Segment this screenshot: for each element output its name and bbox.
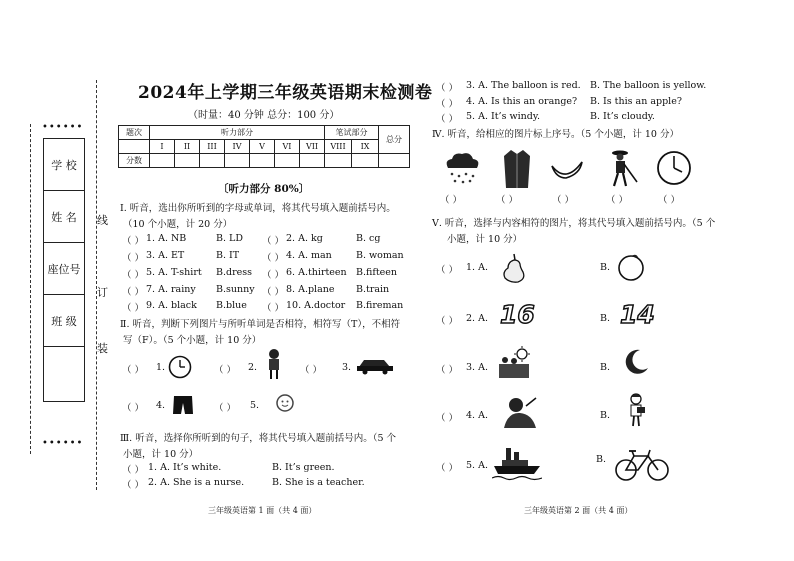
field-label: 班 级 xyxy=(51,314,77,328)
numeral: III xyxy=(200,140,225,154)
answer-bracket[interactable]: （ ） xyxy=(122,287,145,298)
answer-bracket[interactable]: （ ） xyxy=(440,195,463,206)
score-cell[interactable] xyxy=(250,154,275,168)
sun-icon xyxy=(272,390,298,416)
numeral: VII xyxy=(300,140,325,154)
farmer-icon xyxy=(604,148,640,190)
s1-option-a: 1. A. NB xyxy=(146,233,187,244)
answer-bracket[interactable]: （ ） xyxy=(122,236,145,247)
score-cell[interactable] xyxy=(300,154,325,168)
s2-item-4: 4. xyxy=(156,400,166,411)
listening-header: 〔听力部分 80%〕 xyxy=(218,183,310,195)
name-field xyxy=(44,191,84,243)
s5-item-2a: 2. A. xyxy=(466,313,488,324)
s5-item-4b: B. xyxy=(600,410,611,421)
answer-bracket[interactable]: （ ） xyxy=(436,265,459,276)
s1-option-a: 3. A. ET xyxy=(146,250,185,261)
s1-option-a: 8. A.plane xyxy=(286,284,335,295)
answer-bracket[interactable]: （ ） xyxy=(122,403,145,414)
section1-title: Ⅰ. 听音，选出你所听到的字母或单词，将其代号填入题前括号内。 xyxy=(120,203,396,214)
s5-item-4a: 4. A. xyxy=(466,410,488,421)
footer-right: 三年级英语第 2 面（共 4 面） xyxy=(524,506,633,515)
s3-item-4a: 4. A. Is this an orange? xyxy=(466,96,578,107)
s3-item-3b: B. The balloon is yellow. xyxy=(590,80,707,91)
numeral: I xyxy=(150,140,175,154)
number-14-graphic: 14 xyxy=(620,300,655,329)
numeral: VIII xyxy=(325,140,352,154)
school-field xyxy=(44,139,84,191)
answer-bracket[interactable]: （ ） xyxy=(122,270,145,281)
s2-item-2: 2. xyxy=(248,362,258,373)
seat-field xyxy=(44,243,84,295)
s1-option-b: B. cg xyxy=(356,233,381,244)
s2-item-3: 3. xyxy=(342,362,352,373)
numeral: VI xyxy=(275,140,300,154)
answer-bracket[interactable]: （ ） xyxy=(122,303,145,314)
s1-option-a: 6. A.thirteen xyxy=(286,267,347,278)
banana-icon xyxy=(550,158,584,184)
s1-option-b: B.sunny xyxy=(216,284,255,295)
score-cell[interactable] xyxy=(379,154,410,168)
page-title: 2024年上学期三年级英语期末检测卷 xyxy=(138,83,433,103)
answer-bracket[interactable]: （ ） xyxy=(122,253,145,264)
score-cell[interactable] xyxy=(325,154,352,168)
coat-icon xyxy=(502,148,532,190)
section5-title: Ⅴ. 听音，选择与内容相符的图片，将其代号填入题前括号内。（5 个 xyxy=(432,218,716,229)
answer-bracket[interactable]: （ ） xyxy=(122,365,145,376)
score-cell[interactable] xyxy=(175,154,200,168)
s1-option-a: 10. A.doctor xyxy=(286,300,346,311)
score-cell[interactable] xyxy=(275,154,300,168)
s1-option-a: 2. A. kg xyxy=(286,233,323,244)
clock-icon xyxy=(168,355,192,379)
exam-info: （时量：40 分钟 总分：100 分） xyxy=(188,110,340,121)
answer-bracket[interactable]: （ ） xyxy=(658,195,681,206)
numeral: IX xyxy=(352,140,379,154)
student-info-box xyxy=(43,138,85,402)
s5-item-3b: B. xyxy=(600,362,611,373)
s1-option-b: B.fireman xyxy=(356,300,404,311)
numeral: II xyxy=(175,140,200,154)
answer-bracket[interactable]: （ ） xyxy=(262,287,285,298)
s3-item-5a: 5. A. It’s windy. xyxy=(466,111,540,122)
answer-bracket[interactable]: （ ） xyxy=(122,480,145,491)
answer-bracket[interactable]: （ ） xyxy=(262,270,285,281)
score-cell[interactable] xyxy=(225,154,250,168)
orange-icon xyxy=(616,252,646,282)
s5-item-5b: B. xyxy=(596,454,607,465)
answer-bracket[interactable]: （ ） xyxy=(436,99,459,110)
s1-option-b: B.blue xyxy=(216,300,247,311)
answer-bracket[interactable]: （ ） xyxy=(496,195,519,206)
section3-title: Ⅲ. 听音，选择你所听到的句子，将其代号填入题前括号内。（5 个 xyxy=(120,433,397,444)
taxi-icon xyxy=(356,355,394,375)
answer-bracket[interactable]: （ ） xyxy=(436,316,459,327)
section2-subtitle: 写（F）。（5 个小题，计 10 分） xyxy=(123,335,262,346)
s1-option-a: 9. A. black xyxy=(146,300,197,311)
answer-bracket[interactable]: （ ） xyxy=(436,413,459,424)
score-header: 题次 xyxy=(119,126,150,140)
s3-item-4b: B. Is this an apple? xyxy=(590,96,682,107)
footer-left: 三年级英语第 1 面（共 4 面） xyxy=(208,506,317,515)
class-field xyxy=(44,295,84,347)
girl-icon xyxy=(264,348,284,380)
field-label: 座位号 xyxy=(47,262,81,276)
answer-bracket[interactable]: （ ） xyxy=(436,114,459,125)
score-header: 笔试部分 xyxy=(325,126,379,140)
student-writing-icon xyxy=(500,396,540,430)
answer-bracket[interactable]: （ ） xyxy=(552,195,575,206)
pear-icon xyxy=(500,252,528,284)
answer-bracket[interactable]: （ ） xyxy=(436,463,459,474)
s1-option-b: B.dress xyxy=(216,267,252,278)
score-header: 听力部分 xyxy=(150,126,325,140)
score-cell[interactable] xyxy=(200,154,225,168)
binding-mark-ding: 订 xyxy=(97,286,108,299)
answer-bracket[interactable]: （ ） xyxy=(214,365,237,376)
answer-bracket[interactable]: （ ） xyxy=(606,195,629,206)
score-cell[interactable] xyxy=(150,154,175,168)
answer-bracket[interactable]: （ ） xyxy=(262,253,285,264)
section3-subtitle: 小题，计 10 分） xyxy=(123,449,199,460)
section5-subtitle: 小题，计 10 分） xyxy=(447,234,523,245)
answer-bracket[interactable]: （ ） xyxy=(300,365,323,376)
binding-mark-line: 线 xyxy=(97,214,108,227)
s3-item-5b: B. It’s cloudy. xyxy=(590,111,655,122)
blank-field xyxy=(44,347,84,403)
field-label: 姓 名 xyxy=(51,210,77,224)
s5-item-1a: 1. A. xyxy=(466,262,488,273)
moon-icon xyxy=(622,348,650,376)
numeral: V xyxy=(250,140,275,154)
answer-bracket[interactable]: （ ） xyxy=(262,236,285,247)
clock-icon xyxy=(656,150,692,186)
score-cell[interactable] xyxy=(352,154,379,168)
score-label: 分数 xyxy=(119,154,150,168)
binding-mark-zhuang: 装 xyxy=(97,342,108,355)
s3-item-1b: B. It’s green. xyxy=(272,462,335,473)
answer-bracket[interactable]: （ ） xyxy=(262,303,285,314)
s1-option-a: 5. A. T-shirt xyxy=(146,267,202,278)
s1-option-b: B. woman xyxy=(356,250,404,261)
answer-bracket[interactable]: （ ） xyxy=(436,83,459,94)
score-table xyxy=(118,125,410,168)
section1-subtitle: （10 个小题，计 20 分） xyxy=(123,219,233,230)
rain-cloud-icon xyxy=(442,150,482,186)
field-label: 学 校 xyxy=(51,158,77,172)
s1-option-b: B.fifteen xyxy=(356,267,398,278)
answer-bracket[interactable]: （ ） xyxy=(122,465,145,476)
s3-item-2a: 2. A. She is a nurse. xyxy=(148,477,245,488)
s1-option-b: B.train xyxy=(356,284,390,295)
girl-reading-icon xyxy=(626,392,648,428)
s1-option-b: B. LD xyxy=(216,233,243,244)
s3-item-1a: 1. A. It’s white. xyxy=(148,462,222,473)
s1-option-a: 7. A. rainy xyxy=(146,284,196,295)
binding-dotted-line xyxy=(30,124,31,454)
answer-bracket[interactable]: （ ） xyxy=(214,403,237,414)
sunny-scene-icon xyxy=(496,346,532,380)
s5-item-5a: 5. A. xyxy=(466,460,488,471)
score-header: 总分 xyxy=(379,126,410,154)
shorts-icon xyxy=(172,394,194,416)
numeral: IV xyxy=(225,140,250,154)
binding-dot-row: •••••• xyxy=(42,438,84,449)
section2-title: Ⅱ. 听音，判断下列图片与所听单词是否相符，相符写（T），不相符 xyxy=(120,319,401,330)
s5-item-2b: B. xyxy=(600,313,611,324)
binding-dot-row: •••••• xyxy=(42,122,84,133)
s1-option-a: 4. A. man xyxy=(286,250,332,261)
answer-bracket[interactable]: （ ） xyxy=(436,365,459,376)
s5-item-1b: B. xyxy=(600,262,611,273)
s2-item-5: 5. xyxy=(250,400,260,411)
s3-item-3a: 3. A. The balloon is red. xyxy=(466,80,581,91)
bicycle-icon xyxy=(614,446,670,482)
section4-title: Ⅳ. 听音，给相应的图片标上序号。（5 个小题，计 10 分） xyxy=(432,129,679,140)
s2-item-1: 1. xyxy=(156,362,166,373)
ship-icon xyxy=(492,442,542,482)
s3-item-2b: B. She is a teacher. xyxy=(272,477,365,488)
s5-item-3a: 3. A. xyxy=(466,362,488,373)
s1-option-b: B. IT xyxy=(216,250,240,261)
number-16-graphic: 16 xyxy=(500,300,535,329)
